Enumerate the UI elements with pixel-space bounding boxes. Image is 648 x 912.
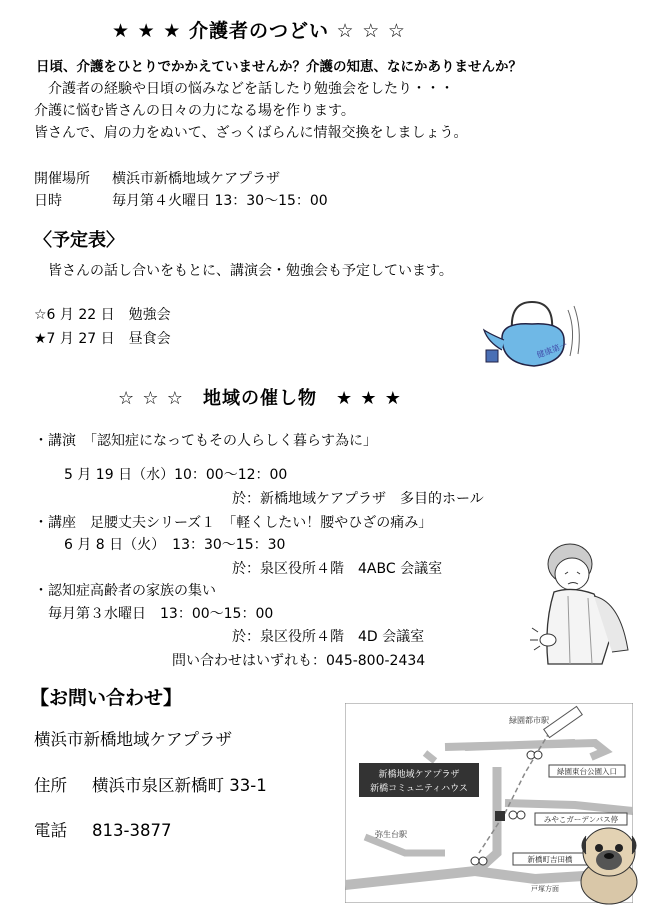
event-3-title: ・認知症高齢者の家族の集い [34, 583, 216, 599]
schedule-note: 皆さんの話し合いをもとに、講演会・勉強会も予定しています。 [48, 263, 453, 279]
page-title: ★ ★ ★ 介護者のつどい ☆ ☆ ☆ [112, 20, 406, 42]
intro-line-3: 皆さんで、肩の力をぬいて、ざっくばらんに情報交換をしましょう。 [34, 125, 468, 141]
teapot-illustration [472, 290, 592, 380]
inquiry-heading: 【お問い合わせ】 [30, 687, 183, 709]
map-label-line1: 新橋地域ケアプラザ [378, 770, 460, 780]
event-2-title: ・講座 足腰丈夫シリーズ１ 「軽くしたい！腰やひざの痛み」 [34, 515, 433, 531]
intro-line-1: 介護者の経験や日頃の悩みなどを話したり勉強会をしたり・・・ [48, 81, 454, 97]
map-station-left: 弥生台駅 [375, 830, 407, 839]
venue-label: 開催場所 [34, 171, 90, 187]
teapot-label: 健康第一 [535, 340, 569, 360]
event-3-date: 毎月第３水曜日 13：00～15：00 [48, 606, 274, 622]
dog-illustration [574, 822, 644, 906]
event-3-place: 於：泉区役所４階 4D 会議室 [232, 629, 425, 645]
event-2-place: 於：泉区役所４階 4ABC 会議室 [232, 561, 443, 577]
map-bus-2: みやこガーデンバス停 [543, 815, 619, 824]
event-1-place: 於：新橋地域ケアプラザ 多目的ホール [232, 491, 484, 507]
map-direction: 戸塚方面 [531, 885, 559, 893]
event-1-title: ・講演 「認知症になってもその人らしく暮らす為に」 [34, 433, 377, 449]
phone-label: 電話 [34, 821, 67, 840]
map-station-top: 緑園都市駅 [509, 716, 549, 725]
address-value: 横浜市泉区新橋町 33-1 [92, 776, 267, 795]
schedule-item-1: ☆6 月 22 日 勉強会 [34, 307, 171, 323]
map-label-line2: 新橋コミュニティハウス [370, 784, 468, 794]
subtitle: 日頃、介護をひとりでかかえていませんか？介護の知恵、なにかありませんか？ [36, 59, 522, 75]
event-1-date: 5 月 19 日（水）10：00～12：00 [64, 467, 288, 483]
event-2-date: 6 月 8 日（火） 13：30～15：30 [64, 537, 286, 553]
schedule-heading: 〈予定表〉 [34, 230, 124, 251]
events-title: ☆ ☆ ☆ 地域の催し物 ★ ★ ★ [118, 388, 402, 409]
map-bus-1: 緑園東台公園入口 [557, 767, 617, 776]
events-contact: 問い合わせはいずれも：045-800-2434 [172, 653, 426, 669]
inquiry-org: 横浜市新橋地域ケアプラザ [34, 730, 232, 749]
address-label: 住所 [34, 776, 67, 795]
elderly-person-illustration [528, 540, 640, 670]
venue-value: 横浜市新橋地域ケアプラザ [112, 171, 280, 187]
map-bus-3: 新橋町吉田橋 [527, 855, 573, 864]
time-value: 毎月第４火曜日 13：30～15：00 [112, 193, 328, 209]
intro-line-2: 介護に悩む皆さんの日々の力になる場を作ります。 [34, 103, 355, 119]
time-label: 日時 [34, 193, 62, 209]
phone-value: 813-3877 [92, 821, 172, 840]
schedule-item-2: ★7 月 27 日 昼食会 [34, 331, 171, 347]
